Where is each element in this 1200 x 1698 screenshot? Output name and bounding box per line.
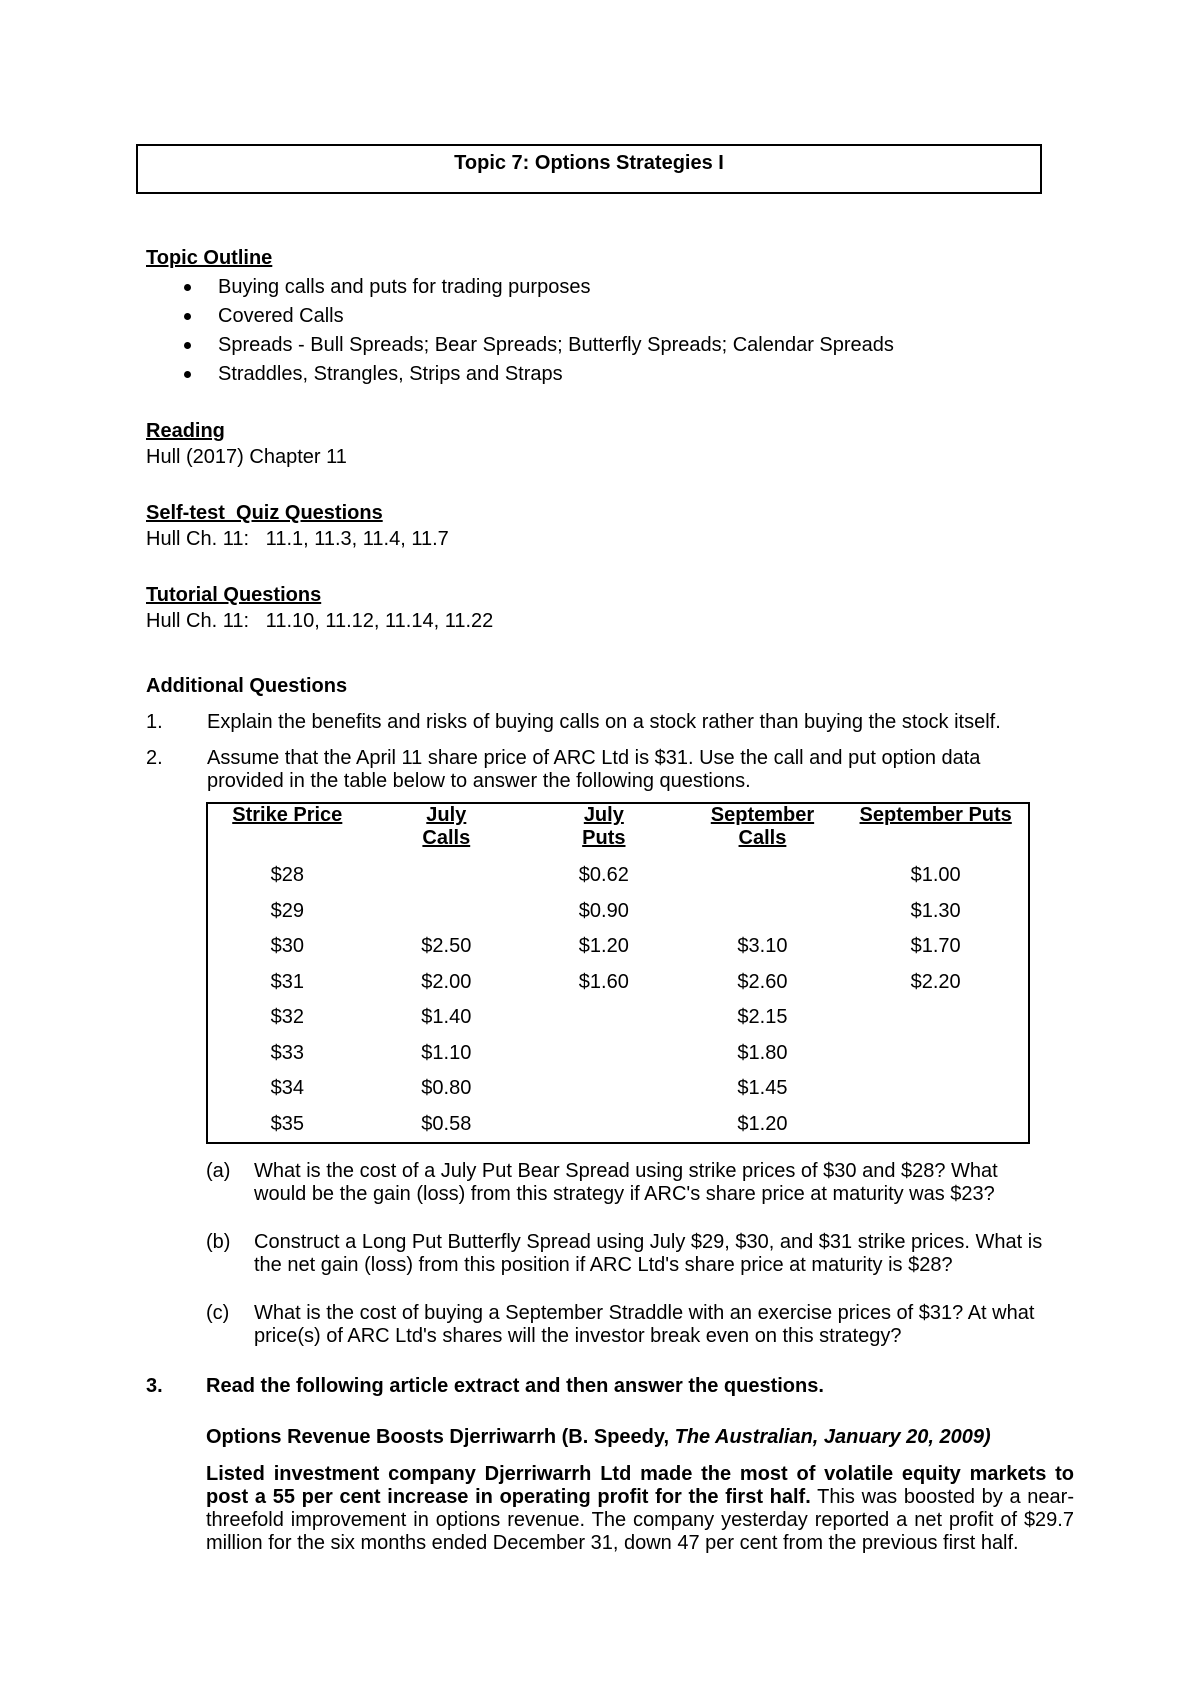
table-row: $30 $2.50 $1.20 $3.10 $1.70 [270, 935, 961, 958]
header-strike-price: Strike Price [232, 804, 343, 826]
header-september-calls: September Calls [710, 804, 815, 849]
list-item: Covered Calls [180, 302, 894, 331]
table-header-row [207, 803, 1029, 858]
question-3-number: 3. [146, 1375, 163, 1397]
sub-question-line: What is the cost of buying a September Straddle with an exercise prices of $31? At what [254, 1302, 1035, 1324]
question-1-number: 1. [146, 711, 163, 733]
article-extract [206, 1463, 1074, 1555]
table-row: $33 $1.10 $1.80 [270, 1041, 788, 1064]
article-body: This was boosted by a near-threefold improvement in options revenue. The company yesterday reported a net profit of $29.7 million for the six months ended December 31, down 47 per cent from the previous first half. [206, 1486, 1074, 1554]
tutorial-heading: Tutorial Questions [146, 584, 322, 606]
list-item: Buying calls and puts for trading purposes [180, 273, 894, 302]
header-september-puts: September Puts [859, 804, 1012, 826]
article-title: Options Revenue Boosts Djerriwarrh (B. Speedy, The Australian, January 20, 2009) [206, 1426, 991, 1448]
reading-text: Hull (2017) Chapter 11 [146, 446, 347, 468]
sub-question-label: (b) [206, 1231, 231, 1253]
question-2-text-line2: provided in the table below to answer the following questions. [207, 770, 751, 792]
options-table [206, 802, 1030, 1144]
question-2-number: 2. [146, 747, 163, 769]
bullet-icon [184, 313, 191, 320]
header-july-calls: July Calls [422, 804, 471, 849]
sub-question-line: the net gain (loss) from this position if ARC Ltd's share price at maturity is $28? [254, 1254, 953, 1276]
sub-question-line: would be the gain (loss) from this strategy if ARC's share price at maturity was $23? [254, 1183, 995, 1205]
selftest-text: Hull Ch. 11: 11.1, 11.3, 11.4, 11.7 [146, 528, 449, 550]
article-lead: Listed investment company Djerriwarrh Ltd made the most of volatile equity markets to post a 55 per cent increase in operating profit for the first half. [206, 1463, 1074, 1508]
list-item: Spreads - Bull Spreads; Bear Spreads; Butterfly Spreads; Calendar Spreads [180, 331, 894, 360]
bullet-icon [184, 284, 191, 291]
list-item: Straddles, Strangles, Strips and Straps [180, 360, 894, 389]
sub-question-line: Construct a Long Put Butterfly Spread using July $29, $30, and $31 strike prices. What is [254, 1231, 1043, 1253]
table-row: $32 $1.40 $2.15 [270, 1006, 788, 1029]
outline-heading: Topic Outline [146, 247, 273, 269]
additional-heading: Additional Questions [146, 675, 348, 697]
tutorial-text: Hull Ch. 11: 11.10, 11.12, 11.14, 11.22 [146, 610, 494, 632]
sub-question-line: What is the cost of a July Put Bear Spread using strike prices of $30 and $28? What [254, 1160, 998, 1182]
table-row: $28 $0.62 $1.00 [270, 864, 961, 887]
table-row: $31 $2.00 $1.60 $2.60 $2.20 [270, 970, 961, 993]
bullet-icon [184, 371, 191, 378]
question-1-text: Explain the benefits and risks of buying calls on a stock rather than buying the stock itself. [207, 711, 1001, 733]
selftest-heading: Self-test Quiz Questions [146, 502, 383, 524]
question-3-text: Read the following article extract and then answer the questions. [206, 1375, 824, 1397]
sub-question-line: price(s) of ARC Ltd's shares will the investor break even on this strategy? [254, 1325, 902, 1347]
table-row: $34 $0.80 $1.45 [270, 1077, 788, 1100]
reading-heading: Reading [146, 420, 225, 442]
table-row: $29 $0.90 $1.30 [270, 899, 961, 922]
question-2-text-line1: Assume that the April 11 share price of ARC Ltd is $31. Use the call and put option data [207, 747, 981, 769]
title-box [136, 144, 1042, 194]
header-july-puts: July Puts [582, 804, 626, 849]
outline-list [180, 273, 894, 389]
sub-question-label: (a) [206, 1160, 231, 1182]
sub-question-label: (c) [206, 1302, 230, 1324]
bullet-icon [184, 342, 191, 349]
page-title: Topic 7: Options Strategies I [454, 152, 724, 174]
table-row: $35 $0.58 $1.20 [270, 1112, 788, 1135]
